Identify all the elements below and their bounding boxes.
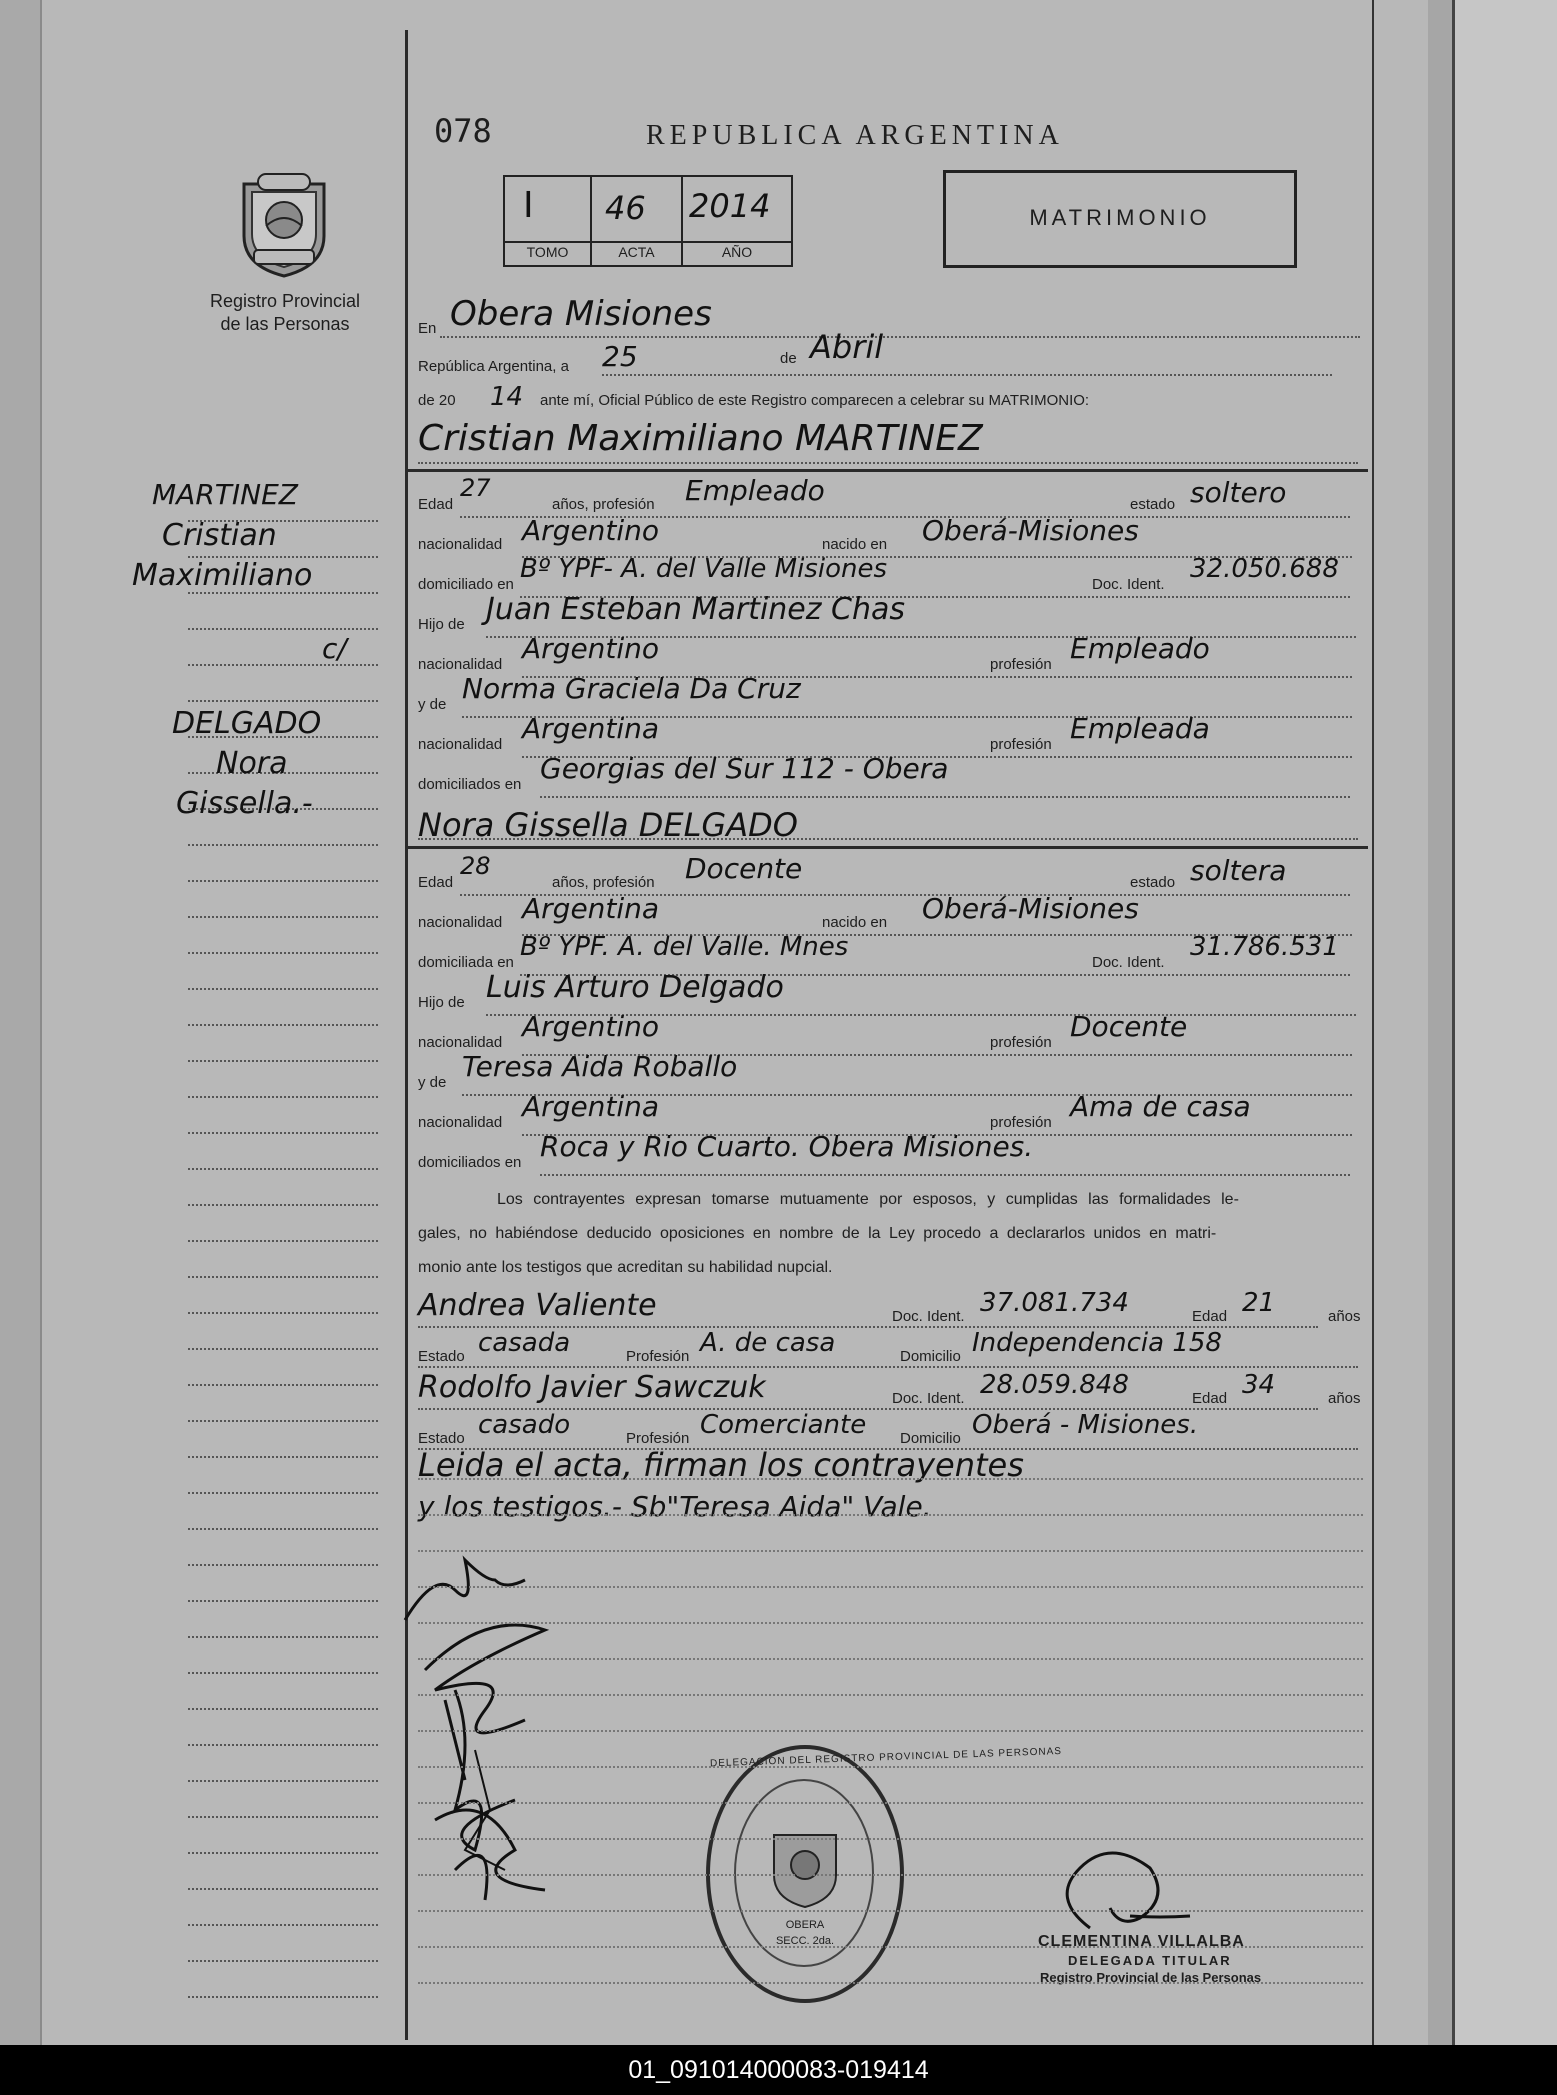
margin-rule bbox=[188, 1960, 378, 1962]
day-value: 25 bbox=[602, 340, 638, 373]
madre-value: Norma Graciela Da Cruz bbox=[462, 672, 801, 705]
rule bbox=[540, 1174, 1350, 1176]
body-rule bbox=[418, 1910, 1363, 1912]
witness-edad-label: Edad bbox=[1192, 1308, 1228, 1325]
margin-rule bbox=[188, 1636, 378, 1638]
witness-profesion-label: Profesión bbox=[626, 1348, 690, 1365]
witness-profesion: A. de casa bbox=[700, 1328, 836, 1358]
witness-estado-label: Estado bbox=[418, 1430, 465, 1447]
doc-label: Doc. Ident. bbox=[1092, 954, 1165, 971]
witness-doc: 28.059.848 bbox=[980, 1370, 1129, 1400]
rule bbox=[440, 336, 1360, 338]
margin-rule bbox=[188, 664, 378, 666]
tomo-label: TOMO bbox=[526, 244, 569, 260]
padre-prof-label: profesión bbox=[990, 656, 1052, 673]
body-rule bbox=[418, 1586, 1363, 1588]
stamp-inner-2: SECC. 2da. bbox=[775, 1935, 835, 1947]
margin-note-line: Gissella.- bbox=[176, 786, 313, 821]
margin-rule bbox=[188, 1132, 378, 1134]
year-prefix: de 20 bbox=[418, 392, 456, 409]
padre-prof-value: Empleado bbox=[1070, 632, 1210, 665]
body-rule bbox=[418, 1766, 1363, 1768]
stamp-ring-text: DELEGACION DEL REGISTRO PROVINCIAL DE LAS PERSONAS bbox=[709, 1746, 1063, 1770]
padres-dom-label: domiciliados en bbox=[418, 1154, 522, 1171]
margin-rule bbox=[188, 952, 378, 954]
padres-dom-value: Roca y Rio Cuarto. Obera Misiones. bbox=[540, 1130, 1034, 1163]
padre-nac-value: Argentino bbox=[522, 632, 660, 665]
closing-line2: y los testigos.- Sb"Teresa Aida" Vale. bbox=[418, 1490, 932, 1523]
margin-rule bbox=[188, 1528, 378, 1530]
margin-note-line: Maximiliano bbox=[132, 558, 313, 593]
witness-name: Rodolfo Javier Sawczuk bbox=[418, 1370, 766, 1405]
registry-name-line2: de las Personas bbox=[220, 314, 350, 334]
nacionalidad-label: nacionalidad bbox=[418, 536, 503, 553]
seal-emblem-icon bbox=[238, 170, 330, 278]
witness-estado-label: Estado bbox=[418, 1348, 465, 1365]
witness-profesion: Comerciante bbox=[700, 1410, 867, 1440]
de-label: de bbox=[780, 350, 797, 367]
register-box bbox=[503, 175, 793, 267]
margin-rule bbox=[188, 1744, 378, 1746]
madre-nac-value: Argentina bbox=[522, 712, 660, 745]
body-rule bbox=[418, 1838, 1363, 1840]
rule bbox=[418, 838, 1358, 840]
body-rule bbox=[418, 1946, 1363, 1948]
witness-edad-label: Edad bbox=[1192, 1390, 1228, 1407]
yde-label: y de bbox=[418, 1074, 447, 1091]
margin-rule bbox=[188, 880, 378, 882]
country-title: REPUBLICA ARGENTINA bbox=[646, 120, 1064, 151]
registry-name-line1: Registro Provincial bbox=[209, 291, 361, 311]
rule bbox=[418, 1366, 1358, 1368]
nacido-value: Oberá-Misiones bbox=[922, 514, 1139, 547]
margin-rule bbox=[188, 1024, 378, 1026]
body-rule bbox=[418, 1694, 1363, 1696]
margin-rule bbox=[188, 844, 378, 846]
padres-dom-label: domiciliados en bbox=[418, 776, 522, 793]
margin-rule bbox=[188, 1384, 378, 1386]
padre-prof-value: Docente bbox=[1070, 1010, 1188, 1043]
month-value: Abril bbox=[810, 328, 884, 366]
year-suffix: 14 bbox=[490, 382, 524, 412]
witness-domicilio-label: Domicilio bbox=[900, 1348, 961, 1365]
tomo-value: I bbox=[523, 185, 534, 226]
estado-value: soltero bbox=[1190, 476, 1287, 509]
domicilio-value: Bº YPF- A. del Valle Misiones bbox=[520, 554, 887, 584]
place-value: Obera Misiones bbox=[450, 294, 712, 334]
margin-note-line: Cristian bbox=[162, 518, 277, 553]
declaration-line1: Los contrayentes expresan tomarse mutuamente por esposos, y cumplidas las formalidades le- bbox=[497, 1191, 1239, 1208]
nacido-value: Oberá-Misiones bbox=[922, 892, 1139, 925]
margin-rule bbox=[188, 1420, 378, 1422]
margin-rule bbox=[188, 1096, 378, 1098]
intro-statement: ante mí, Oficial Público de este Registro comparecen a celebrar su MATRIMONIO: bbox=[540, 392, 1090, 409]
doc-label: Doc. Ident. bbox=[1092, 576, 1165, 593]
witness-name: Andrea Valiente bbox=[418, 1288, 657, 1323]
domicilio-label: domiciliado en bbox=[418, 576, 514, 593]
witness-edad: 34 bbox=[1242, 1370, 1276, 1400]
margin-rule bbox=[188, 1060, 378, 1062]
witness-doc-label: Doc. Ident. bbox=[892, 1308, 965, 1325]
stamp-emblem-icon bbox=[768, 1829, 842, 1909]
margin-rule bbox=[188, 1780, 378, 1782]
domicilio-label: domiciliada en bbox=[418, 954, 514, 971]
margin-rule bbox=[188, 1888, 378, 1890]
body-rule bbox=[418, 1658, 1363, 1660]
padre-value: Luis Arturo Delgado bbox=[486, 970, 784, 1005]
rule bbox=[540, 796, 1350, 798]
witness-estado: casada bbox=[478, 1328, 571, 1358]
margin-rule bbox=[188, 1204, 378, 1206]
witness-doc-label: Doc. Ident. bbox=[892, 1390, 965, 1407]
witness-anos-label: años bbox=[1328, 1390, 1361, 1407]
right-border-line bbox=[1372, 0, 1374, 2045]
edad-value: 27 bbox=[460, 474, 491, 502]
profesion-value: Docente bbox=[685, 852, 803, 885]
anos-label: años, profesión bbox=[552, 874, 655, 891]
witness-estado: casado bbox=[478, 1410, 571, 1440]
margin-rule bbox=[188, 1996, 378, 1998]
doc-value: 32.050.688 bbox=[1190, 554, 1339, 584]
witness-doc: 37.081.734 bbox=[980, 1288, 1129, 1318]
bride-full-name: Nora Gissella DELGADO bbox=[418, 806, 798, 844]
groom-full-name: Cristian Maximiliano MARTINEZ bbox=[418, 418, 983, 459]
nacionalidad-label: nacionalidad bbox=[418, 914, 503, 931]
body-rule bbox=[418, 1730, 1363, 1732]
margin-rule bbox=[188, 1348, 378, 1350]
margin-rule bbox=[188, 700, 378, 702]
nacido-label: nacido en bbox=[822, 536, 888, 553]
next-page-edge bbox=[1452, 0, 1557, 2045]
body-rule bbox=[418, 1802, 1363, 1804]
estado-value: soltera bbox=[1190, 854, 1287, 887]
witness-profesion-label: Profesión bbox=[626, 1430, 690, 1447]
margin-rule bbox=[188, 1852, 378, 1854]
body-rule bbox=[418, 1982, 1363, 1984]
margin-rule bbox=[188, 1600, 378, 1602]
body-rule bbox=[418, 1622, 1363, 1624]
official-signature bbox=[1050, 1838, 1200, 1938]
margin-note-line: MARTINEZ bbox=[152, 478, 298, 511]
act-type-label: MATRIMONIO bbox=[1029, 205, 1211, 230]
doc-value: 31.786.531 bbox=[1190, 932, 1339, 962]
anio-value: 2014 bbox=[689, 187, 771, 225]
official-org: Registro Provincial de las Personas bbox=[1040, 1970, 1262, 1985]
padre-nac-value: Argentino bbox=[522, 1010, 660, 1043]
act-type-box bbox=[943, 170, 1297, 268]
margin-rule bbox=[188, 1564, 378, 1566]
witness-domicilio: Oberá - Misiones. bbox=[972, 1410, 1199, 1440]
margin-rule bbox=[188, 1168, 378, 1170]
domicilio-value: Bº YPF. A. del Valle. Mnes bbox=[520, 932, 849, 962]
yde-label: y de bbox=[418, 696, 447, 713]
margin-rule bbox=[188, 1816, 378, 1818]
madre-prof-label: profesión bbox=[990, 736, 1052, 753]
margin-rule bbox=[188, 1672, 378, 1674]
body-rule bbox=[418, 1550, 1363, 1552]
hijo-label: Hijo de bbox=[418, 994, 465, 1011]
padre-prof-label: profesión bbox=[990, 1034, 1052, 1051]
margin-note-line: c/ bbox=[322, 632, 347, 665]
margin-rule bbox=[188, 1708, 378, 1710]
margin-rule bbox=[188, 1312, 378, 1314]
rule bbox=[602, 374, 1332, 376]
margin-rule bbox=[188, 1492, 378, 1494]
republica-label: República Argentina, a bbox=[418, 358, 569, 375]
edad-value: 28 bbox=[460, 852, 491, 880]
estado-label: estado bbox=[1130, 496, 1176, 513]
madre-value: Teresa Aida Roballo bbox=[462, 1050, 738, 1083]
rule bbox=[418, 462, 1358, 464]
madre-prof-value: Empleada bbox=[1070, 712, 1210, 745]
declaration-line2: gales, no habiéndose deducido oposiciones en nombre de la Ley procedo a declararlos unidos en matri- bbox=[418, 1225, 1217, 1242]
margin-rule bbox=[188, 1276, 378, 1278]
padre-nac-label: nacionalidad bbox=[418, 656, 503, 673]
madre-nac-label: nacionalidad bbox=[418, 736, 503, 753]
edad-label: Edad bbox=[418, 496, 454, 513]
hijo-label: Hijo de bbox=[418, 616, 465, 633]
madre-prof-label: profesión bbox=[990, 1114, 1052, 1131]
edad-label: Edad bbox=[418, 874, 454, 891]
nacionalidad-value: Argentina bbox=[522, 892, 660, 925]
folio-number: 078 bbox=[434, 112, 492, 150]
body-rule bbox=[418, 1478, 1363, 1480]
body-rule bbox=[418, 1514, 1363, 1516]
scan-id-footer: 01_091014000083-019414 bbox=[0, 2045, 1557, 2095]
margin-rule bbox=[188, 916, 378, 918]
margin-note-line: DELGADO bbox=[172, 706, 322, 741]
margin-rule bbox=[188, 988, 378, 990]
en-label: En bbox=[418, 320, 437, 337]
body-rule bbox=[418, 1874, 1363, 1876]
margin-rule bbox=[188, 1240, 378, 1242]
estado-label: estado bbox=[1130, 874, 1176, 891]
anio-label: AÑO bbox=[721, 244, 753, 260]
acta-value: 46 bbox=[605, 189, 646, 227]
margin-rule bbox=[188, 1456, 378, 1458]
registry-logo bbox=[238, 170, 330, 278]
declaration-line3: monio ante los testigos que acreditan su habilidad nupcial. bbox=[418, 1259, 833, 1276]
witness-edad: 21 bbox=[1242, 1288, 1276, 1318]
madre-nac-label: nacionalidad bbox=[418, 1114, 503, 1131]
padre-value: Juan Esteban Martinez Chas bbox=[486, 592, 906, 627]
stamp-inner-1: OBERA bbox=[785, 1919, 825, 1931]
nacido-label: nacido en bbox=[822, 914, 888, 931]
page-edge-left bbox=[0, 0, 42, 2045]
bride-separator bbox=[408, 846, 1368, 849]
padre-nac-label: nacionalidad bbox=[418, 1034, 503, 1051]
madre-nac-value: Argentina bbox=[522, 1090, 660, 1123]
witness-anos-label: años bbox=[1328, 1308, 1361, 1325]
binding-shadow bbox=[1428, 0, 1452, 2045]
closing-line1: Leida el acta, firman los contrayentes bbox=[418, 1446, 1024, 1484]
witness-domicilio: Independencia 158 bbox=[972, 1328, 1222, 1358]
groom-separator bbox=[408, 469, 1368, 472]
profesion-value: Empleado bbox=[685, 474, 825, 507]
witness-domicilio-label: Domicilio bbox=[900, 1430, 961, 1447]
anos-label: años, profesión bbox=[552, 496, 655, 513]
official-title: DELEGADA TITULAR bbox=[1068, 1953, 1232, 1968]
margin-rule bbox=[188, 628, 378, 630]
nacionalidad-value: Argentino bbox=[522, 514, 660, 547]
madre-prof-value: Ama de casa bbox=[1070, 1090, 1251, 1123]
margin-note-line: Nora bbox=[216, 746, 288, 781]
official-name: CLEMENTINA VILLALBA bbox=[1038, 1933, 1245, 1950]
acta-label: ACTA bbox=[618, 244, 655, 260]
margin-rule bbox=[188, 1924, 378, 1926]
padres-dom-value: Georgias del Sur 112 - Obera bbox=[540, 752, 949, 785]
